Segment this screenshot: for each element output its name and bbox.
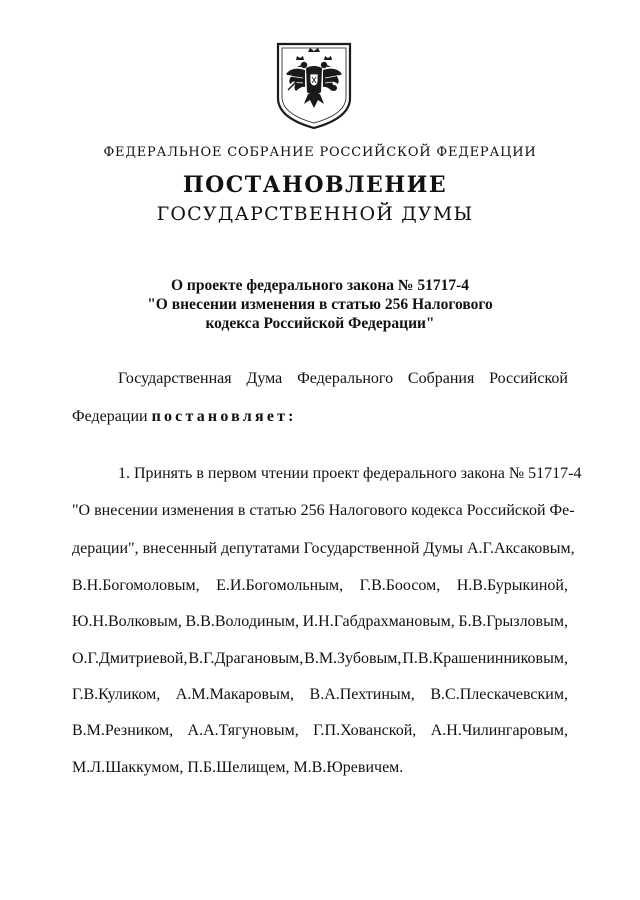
deputy-name: Е.И.Богомольным, [216, 577, 344, 594]
organization-header: ФЕДЕРАЛЬНОЕ СОБРАНИЕ РОССИЙСКОЙ ФЕДЕРАЦИИ [103, 145, 537, 160]
deputy-name: Б.В.Грызловым, [458, 613, 568, 630]
deputy-name: В.М.Зубовым, [304, 650, 402, 667]
deputy-name: Н.В.Бурыкиной, [456, 577, 568, 594]
preamble-line [118, 370, 568, 388]
deputy-name: П.В.Крашенинниковым, [402, 650, 568, 667]
deputies-row [72, 577, 568, 595]
preamble-word: Федерального [297, 370, 394, 387]
clause-line: М.Л.Шаккумом, П.Б.Шелищем, М.В.Юревичем. [72, 759, 404, 776]
preamble-line [72, 408, 297, 426]
deputy-name: А.М.Макаровым, [175, 686, 294, 703]
preamble-text: Федерации [72, 408, 148, 425]
deputy-name: Г.В.Боосом, [359, 577, 441, 594]
deputy-name: И.Н.Габдрахмановым, [302, 613, 455, 630]
deputy-name: Ю.Н.Волковым, [72, 613, 182, 630]
deputies-row [72, 686, 568, 704]
preamble-word: Государственная [118, 370, 232, 387]
clause-line: 1. Принять в первом чтении проект федерального закона № 51717-4 [118, 465, 582, 482]
deputy-name: Г.П.Хованской, [313, 722, 417, 739]
bill-heading [0, 276, 640, 333]
document-subtitle: ГОСУДАРСТВЕННОЙ ДУМЫ [156, 203, 474, 225]
deputy-name: В.Г.Драгановым, [188, 650, 304, 667]
deputy-name: А.А.Тягуновым, [187, 722, 299, 739]
deputy-name: О.Г.Дмитриевой, [72, 650, 188, 667]
deputy-name: В.А.Пехтиным, [309, 686, 415, 703]
preamble-word: Российской [489, 370, 568, 387]
double-headed-eagle-icon [274, 40, 354, 130]
deputy-name: В.В.Володиным, [185, 613, 299, 630]
deputies-row [72, 722, 568, 740]
resolves-text: постановляет: [151, 408, 297, 425]
clause-line: "О внесении изменения в статью 256 Налогового кодекса Российской Фе- [72, 502, 575, 519]
bill-heading-line: кодекса Российской Федерации" [205, 315, 435, 332]
preamble-word: Дума [246, 370, 283, 387]
bill-heading-line: "О внесении изменения в статью 256 Налогового [147, 296, 493, 313]
deputy-name: В.С.Плескачевским, [430, 686, 568, 703]
clause-line: дерации", внесенный депутатами Государственной Думы А.Г.Аксаковым, [72, 540, 575, 557]
deputy-name: В.М.Резником, [72, 722, 174, 739]
deputy-name: В.Н.Богомоловым, [72, 577, 200, 594]
deputy-name: А.Н.Чилингаровым, [430, 722, 568, 739]
bill-heading-line: О проекте федерального закона № 51717-4 [170, 277, 469, 294]
preamble-word: Собрания [407, 370, 475, 387]
deputy-name: Г.В.Куликом, [72, 686, 161, 703]
deputies-row [72, 650, 568, 668]
document-title: ПОСТАНОВЛЕНИЕ [182, 172, 448, 198]
deputies-row [72, 613, 568, 631]
